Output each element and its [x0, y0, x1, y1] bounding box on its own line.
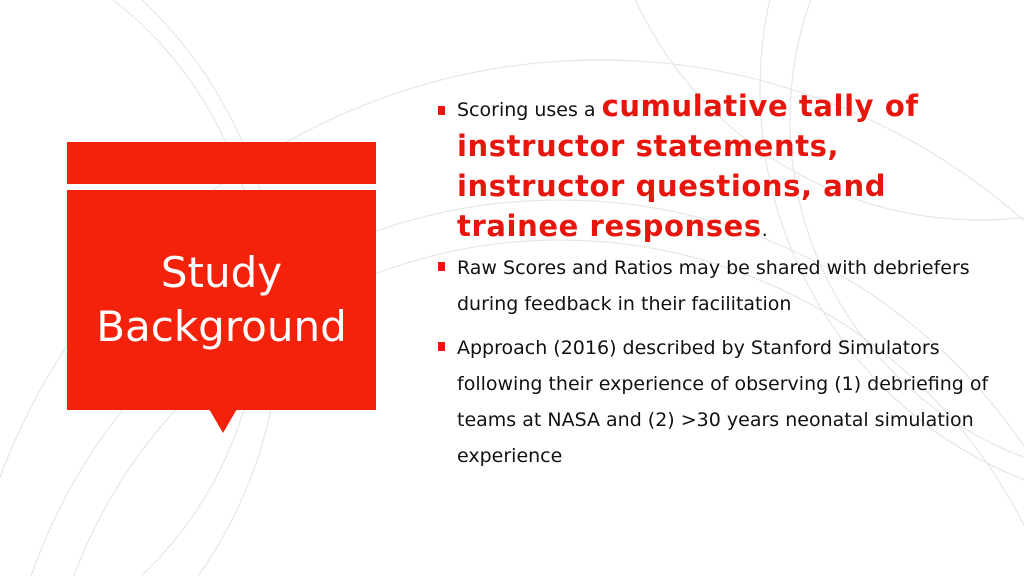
- slide-title: [67, 190, 376, 410]
- bullet-highlight: cumulative tally of instructor statements, instructor questions, and trainee responses: [457, 89, 919, 243]
- bullet-list: [438, 88, 998, 474]
- title-accent-strip: [67, 142, 376, 184]
- square-bullet-icon: [438, 342, 445, 351]
- slide-title-line-1: Study: [160, 248, 283, 297]
- bullet-text: Raw Scores and Ratios may be shared with debriefers during feedback in their facilitation: [457, 257, 970, 315]
- bullet-item-scoring: [438, 88, 998, 248]
- bullet-suffix: .: [761, 219, 768, 241]
- title-box-pointer: [209, 409, 237, 433]
- square-bullet-icon: [438, 106, 445, 115]
- bullet-text: Approach (2016) described by Stanford Simulators following their experience of observing (1) debriefing of teams at NASA and (2) >30 years neonatal simulation experience: [457, 337, 989, 467]
- square-bullet-icon: [438, 262, 445, 271]
- bullet-item-raw-scores: [438, 250, 998, 322]
- slide-title-line-2: Background: [96, 302, 347, 351]
- bullet-item-approach: [438, 330, 998, 474]
- bullet-text: Scoring uses a: [457, 99, 602, 121]
